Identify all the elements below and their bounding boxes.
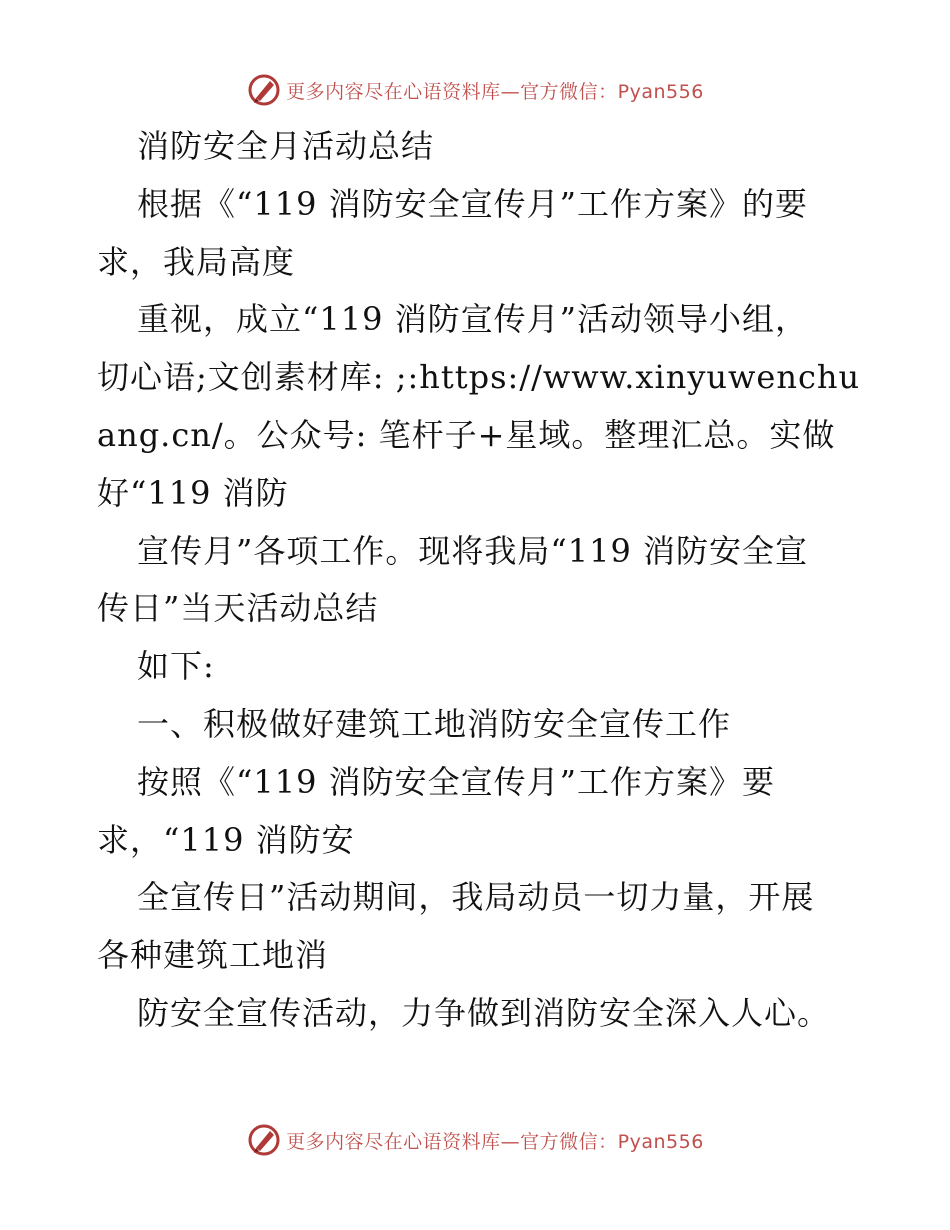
paragraph-line: 切心语;文创素材库: ;:https://www.xinyuwenchu xyxy=(97,358,861,397)
paragraph-line: 全宣传日”活动期间，我局动员一切力量，开展 xyxy=(137,878,815,917)
paragraph-line: 求，“119 消防安 xyxy=(97,820,355,859)
pen-logo-icon xyxy=(246,72,282,108)
paragraph-line: 根据《“119 消防安全宣传月”工作方案》的要 xyxy=(137,184,808,223)
pen-logo-icon xyxy=(246,1122,282,1158)
paragraph-line: 按照《“119 消防安全宣传月”工作方案》要 xyxy=(137,762,775,801)
paragraph-line: 好“119 消防 xyxy=(97,473,289,512)
paragraph-line: 宣传月”各项工作。现将我局“119 消防安全宣 xyxy=(137,531,808,570)
doc-title: 消防安全月活动总结 xyxy=(137,127,435,165)
header-banner-text: 更多内容尽在心语资料库—官方微信：Pyan556 xyxy=(286,80,704,103)
paragraph-line: 重视，成立“119 消防宣传月”活动领导小组， xyxy=(137,300,808,339)
paragraph-line: ang.cn/。公众号: 笔杆子+星域。整理汇总。实做 xyxy=(97,415,836,454)
header-banner xyxy=(0,70,950,110)
paragraph-line: 求，我局高度 xyxy=(97,242,296,281)
footer-banner-text: 更多内容尽在心语资料库—官方微信：Pyan556 xyxy=(286,1130,704,1153)
section-heading: 一、积极做好建筑工地消防安全宣传工作 xyxy=(137,704,732,743)
document-body xyxy=(97,118,861,1043)
footer-banner xyxy=(0,1120,950,1160)
paragraph-line: 防安全宣传活动，力争做到消防安全深入人心。 xyxy=(137,993,831,1032)
paragraph-line: 各种建筑工地消 xyxy=(97,936,329,975)
paragraph-line: 如下: xyxy=(137,647,215,686)
paragraph-line: 传日”当天活动总结 xyxy=(97,589,379,628)
